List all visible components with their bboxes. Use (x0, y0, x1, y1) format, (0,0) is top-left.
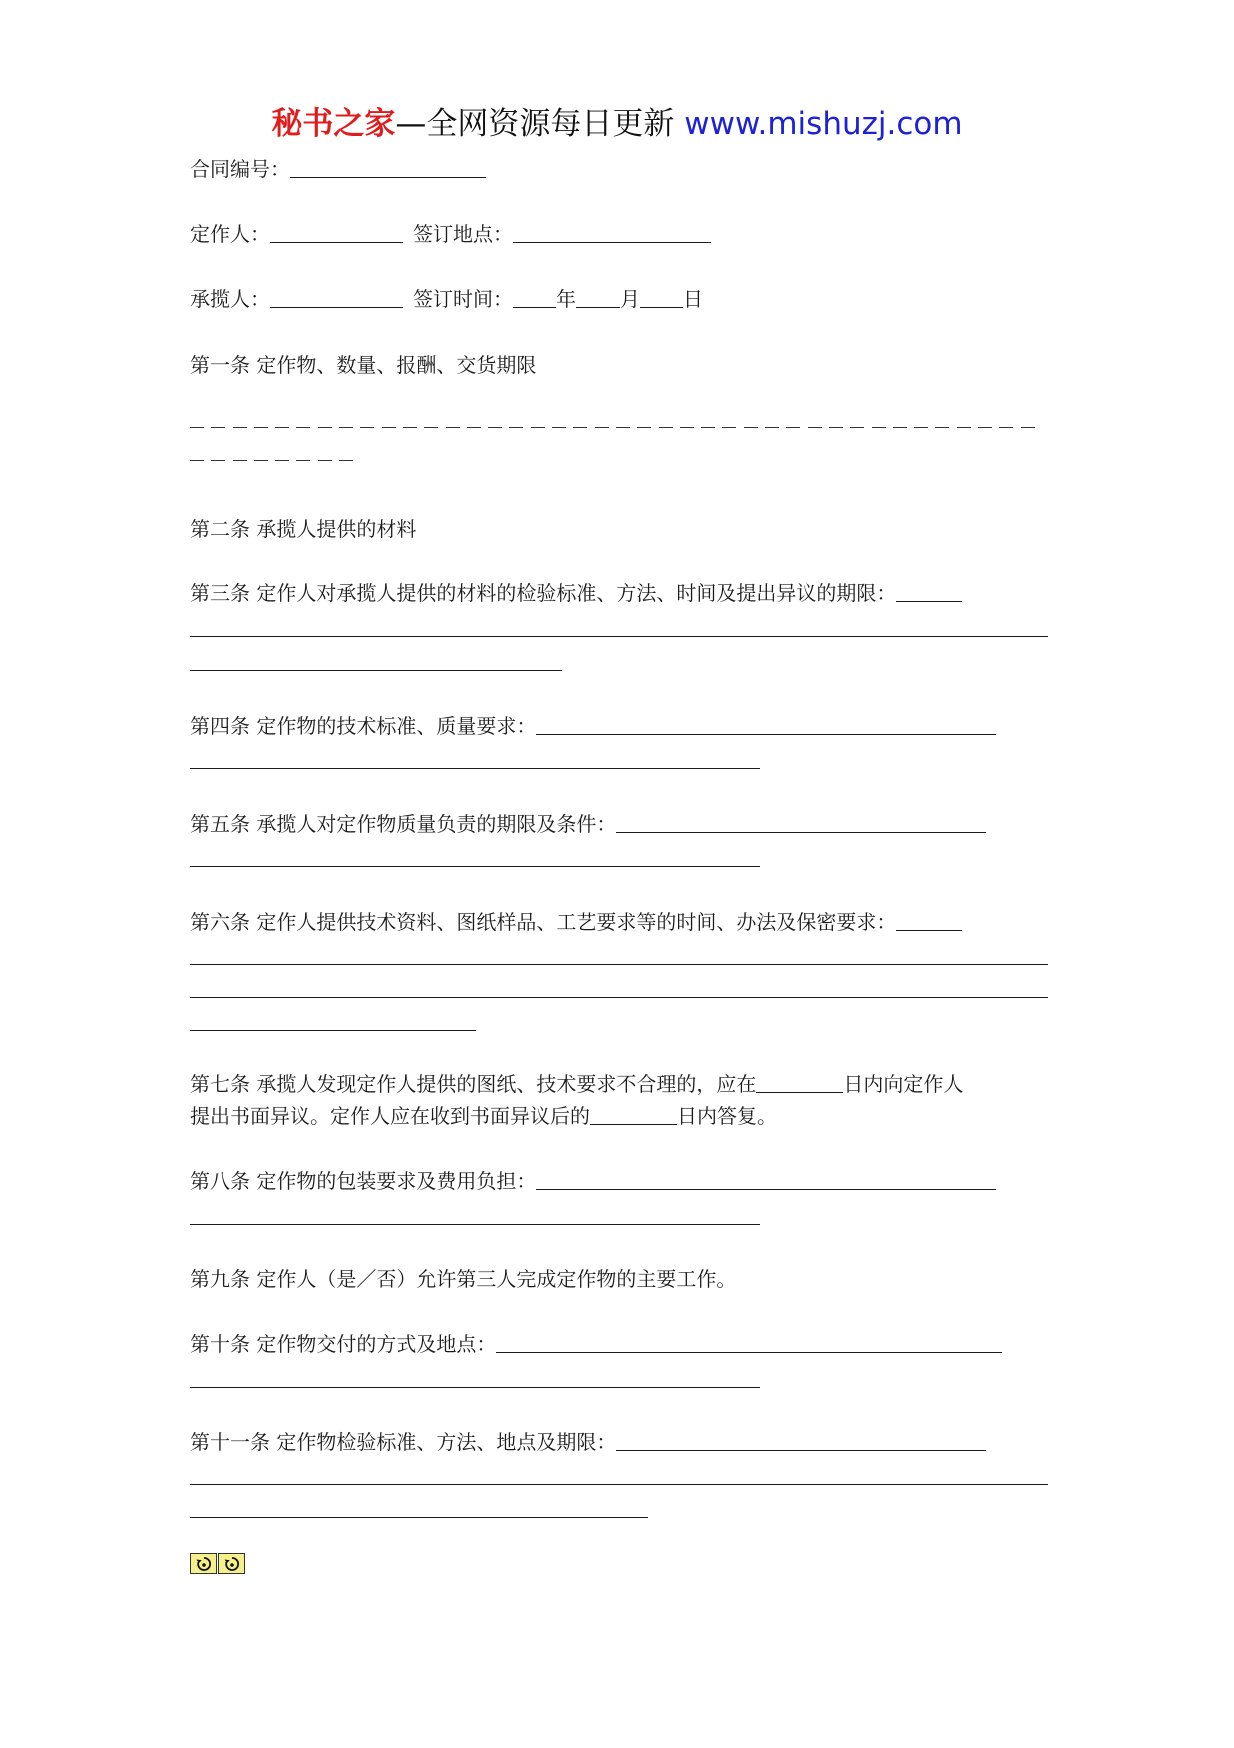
article-7-line-2 (190, 1101, 777, 1131)
orderer-blank[interactable] (270, 220, 403, 243)
article-4-blank[interactable] (536, 712, 996, 735)
article-9: 第九条 定作人（是／否）允许第三人完成定作物的主要工作。 (190, 1267, 737, 1291)
article-8-blank[interactable] (536, 1167, 996, 1190)
month-blank[interactable] (576, 285, 620, 308)
dash-segment (211, 427, 225, 428)
dash-segment (446, 427, 460, 428)
dash-segment (722, 427, 736, 428)
fill-line[interactable] (190, 1224, 760, 1225)
slogan: —全网资源每日更新 (395, 106, 675, 142)
dash-segment (999, 427, 1013, 428)
day-blank[interactable] (640, 285, 683, 308)
article-4-text: 第四条 定作物的技术标准、质量要求： (190, 714, 537, 738)
dash-segment (701, 427, 715, 428)
dash-segment (488, 427, 502, 428)
article-5-blank[interactable] (616, 810, 986, 833)
fill-line[interactable] (190, 636, 1048, 637)
dash-segment (467, 427, 481, 428)
dash-segment (318, 427, 332, 428)
year-blank[interactable] (513, 285, 556, 308)
article-7-days-blank-2[interactable] (590, 1102, 677, 1125)
article-4 (190, 711, 996, 741)
refresh-icon[interactable] (218, 1553, 245, 1574)
dash-segment (254, 460, 268, 461)
article-6-blank[interactable] (896, 908, 962, 931)
article-10 (190, 1329, 1002, 1359)
fill-line[interactable] (190, 997, 1048, 998)
article-6 (190, 907, 962, 937)
dash-segment (360, 427, 374, 428)
article-7-days-blank-1[interactable] (756, 1070, 843, 1093)
dash-segment (786, 427, 800, 428)
dash-segment (595, 427, 609, 428)
dash-segment (978, 427, 992, 428)
dash-segment (531, 427, 545, 428)
dash-segment (765, 427, 779, 428)
article-5 (190, 809, 986, 839)
article-7-text-1: 第七条 承揽人发现定作人提供的图纸、技术要求不合理的，应在 (190, 1072, 757, 1096)
dash-segment (296, 427, 310, 428)
article-8-text: 第八条 定作物的包装要求及费用负担： (190, 1169, 537, 1193)
dash-segment (275, 460, 289, 461)
dash-segment (211, 460, 225, 461)
dash-segment (254, 427, 268, 428)
dash-segment (296, 460, 310, 461)
article-1: 第一条 定作物、数量、报酬、交货期限 (190, 353, 537, 377)
dash-segment (509, 427, 523, 428)
dash-segment (190, 427, 204, 428)
dash-segment (659, 427, 673, 428)
article-7-text-4: 日内答复。 (677, 1104, 777, 1128)
icon-row (190, 1553, 246, 1574)
day-label: 日 (683, 287, 703, 311)
dash-segment (190, 460, 204, 461)
brand-name: 秘书之家 (271, 106, 396, 142)
dash-segment (573, 427, 587, 428)
dash-segment (893, 427, 907, 428)
contractor-blank[interactable] (270, 285, 403, 308)
article-3-blank[interactable] (896, 579, 962, 602)
dash-segment (552, 427, 566, 428)
article-6-text: 第六条 定作人提供技术资料、图纸样品、工艺要求等的时间、办法及保密要求： (190, 910, 897, 934)
sign-place-blank[interactable] (513, 220, 711, 243)
fill-line[interactable] (190, 1387, 760, 1388)
dash-segment (914, 427, 928, 428)
article-10-blank[interactable] (496, 1330, 1002, 1353)
year-label: 年 (556, 287, 576, 311)
contractor-line (190, 284, 703, 314)
dash-segment (339, 460, 353, 461)
article-11-text: 第十一条 定作物检验标准、方法、地点及期限： (190, 1430, 617, 1454)
dash-segment (680, 427, 694, 428)
orderer-label: 定作人： (190, 222, 270, 246)
dash-segment (1021, 427, 1035, 428)
contractor-label: 承揽人： (190, 287, 270, 311)
fill-line[interactable] (190, 1030, 476, 1031)
article-7-line-1 (190, 1069, 963, 1099)
dash-segment (424, 427, 438, 428)
dash-segment (233, 427, 247, 428)
dash-segment (318, 460, 332, 461)
dash-segment (872, 427, 886, 428)
dash-segment (637, 427, 651, 428)
article-5-text: 第五条 承揽人对定作物质量负责的期限及条件： (190, 812, 617, 836)
article-3-text: 第三条 定作人对承揽人提供的材料的检验标准、方法、时间及提出异议的期限： (190, 581, 897, 605)
dash-segment (233, 460, 247, 461)
dash-segment (382, 427, 396, 428)
dash-segment (403, 427, 417, 428)
site-header (0, 104, 1234, 144)
contract-number-line (190, 154, 486, 184)
article-10-text: 第十条 定作物交付的方式及地点： (190, 1332, 497, 1356)
dash-segment (957, 427, 971, 428)
refresh-icon[interactable] (190, 1553, 217, 1574)
fill-line[interactable] (190, 1484, 1048, 1485)
dash-segment (935, 427, 949, 428)
contract-number-blank[interactable] (290, 155, 486, 178)
article-7-text-3: 提出书面异议。定作人应在收到书面异议后的 (190, 1104, 590, 1128)
article-7-text-2: 日内向定作人 (843, 1072, 964, 1096)
fill-line[interactable] (190, 670, 562, 671)
dash-segment (616, 427, 630, 428)
site-url[interactable]: www.mishuzj.com (684, 106, 963, 142)
article-11-blank[interactable] (616, 1428, 986, 1451)
fill-line[interactable] (190, 964, 1048, 965)
dashed-fill-line[interactable] (190, 448, 360, 472)
fill-line[interactable] (190, 768, 760, 769)
dash-segment (850, 427, 864, 428)
article-8 (190, 1166, 996, 1196)
sign-place-label: 签订地点： (413, 222, 513, 246)
dash-segment (339, 427, 353, 428)
article-2: 第二条 承揽人提供的材料 (190, 517, 417, 541)
orderer-line (190, 219, 711, 249)
dashed-fill-line[interactable] (190, 415, 1042, 439)
month-label: 月 (620, 287, 640, 311)
dash-segment (744, 427, 758, 428)
contract-number-label: 合同编号： (190, 157, 290, 181)
fill-line[interactable] (190, 1517, 648, 1518)
article-11 (190, 1427, 986, 1457)
article-3 (190, 578, 962, 608)
sign-time-label: 签订时间： (413, 287, 513, 311)
dash-segment (808, 427, 822, 428)
dash-segment (275, 427, 289, 428)
fill-line[interactable] (190, 866, 760, 867)
dash-segment (829, 427, 843, 428)
